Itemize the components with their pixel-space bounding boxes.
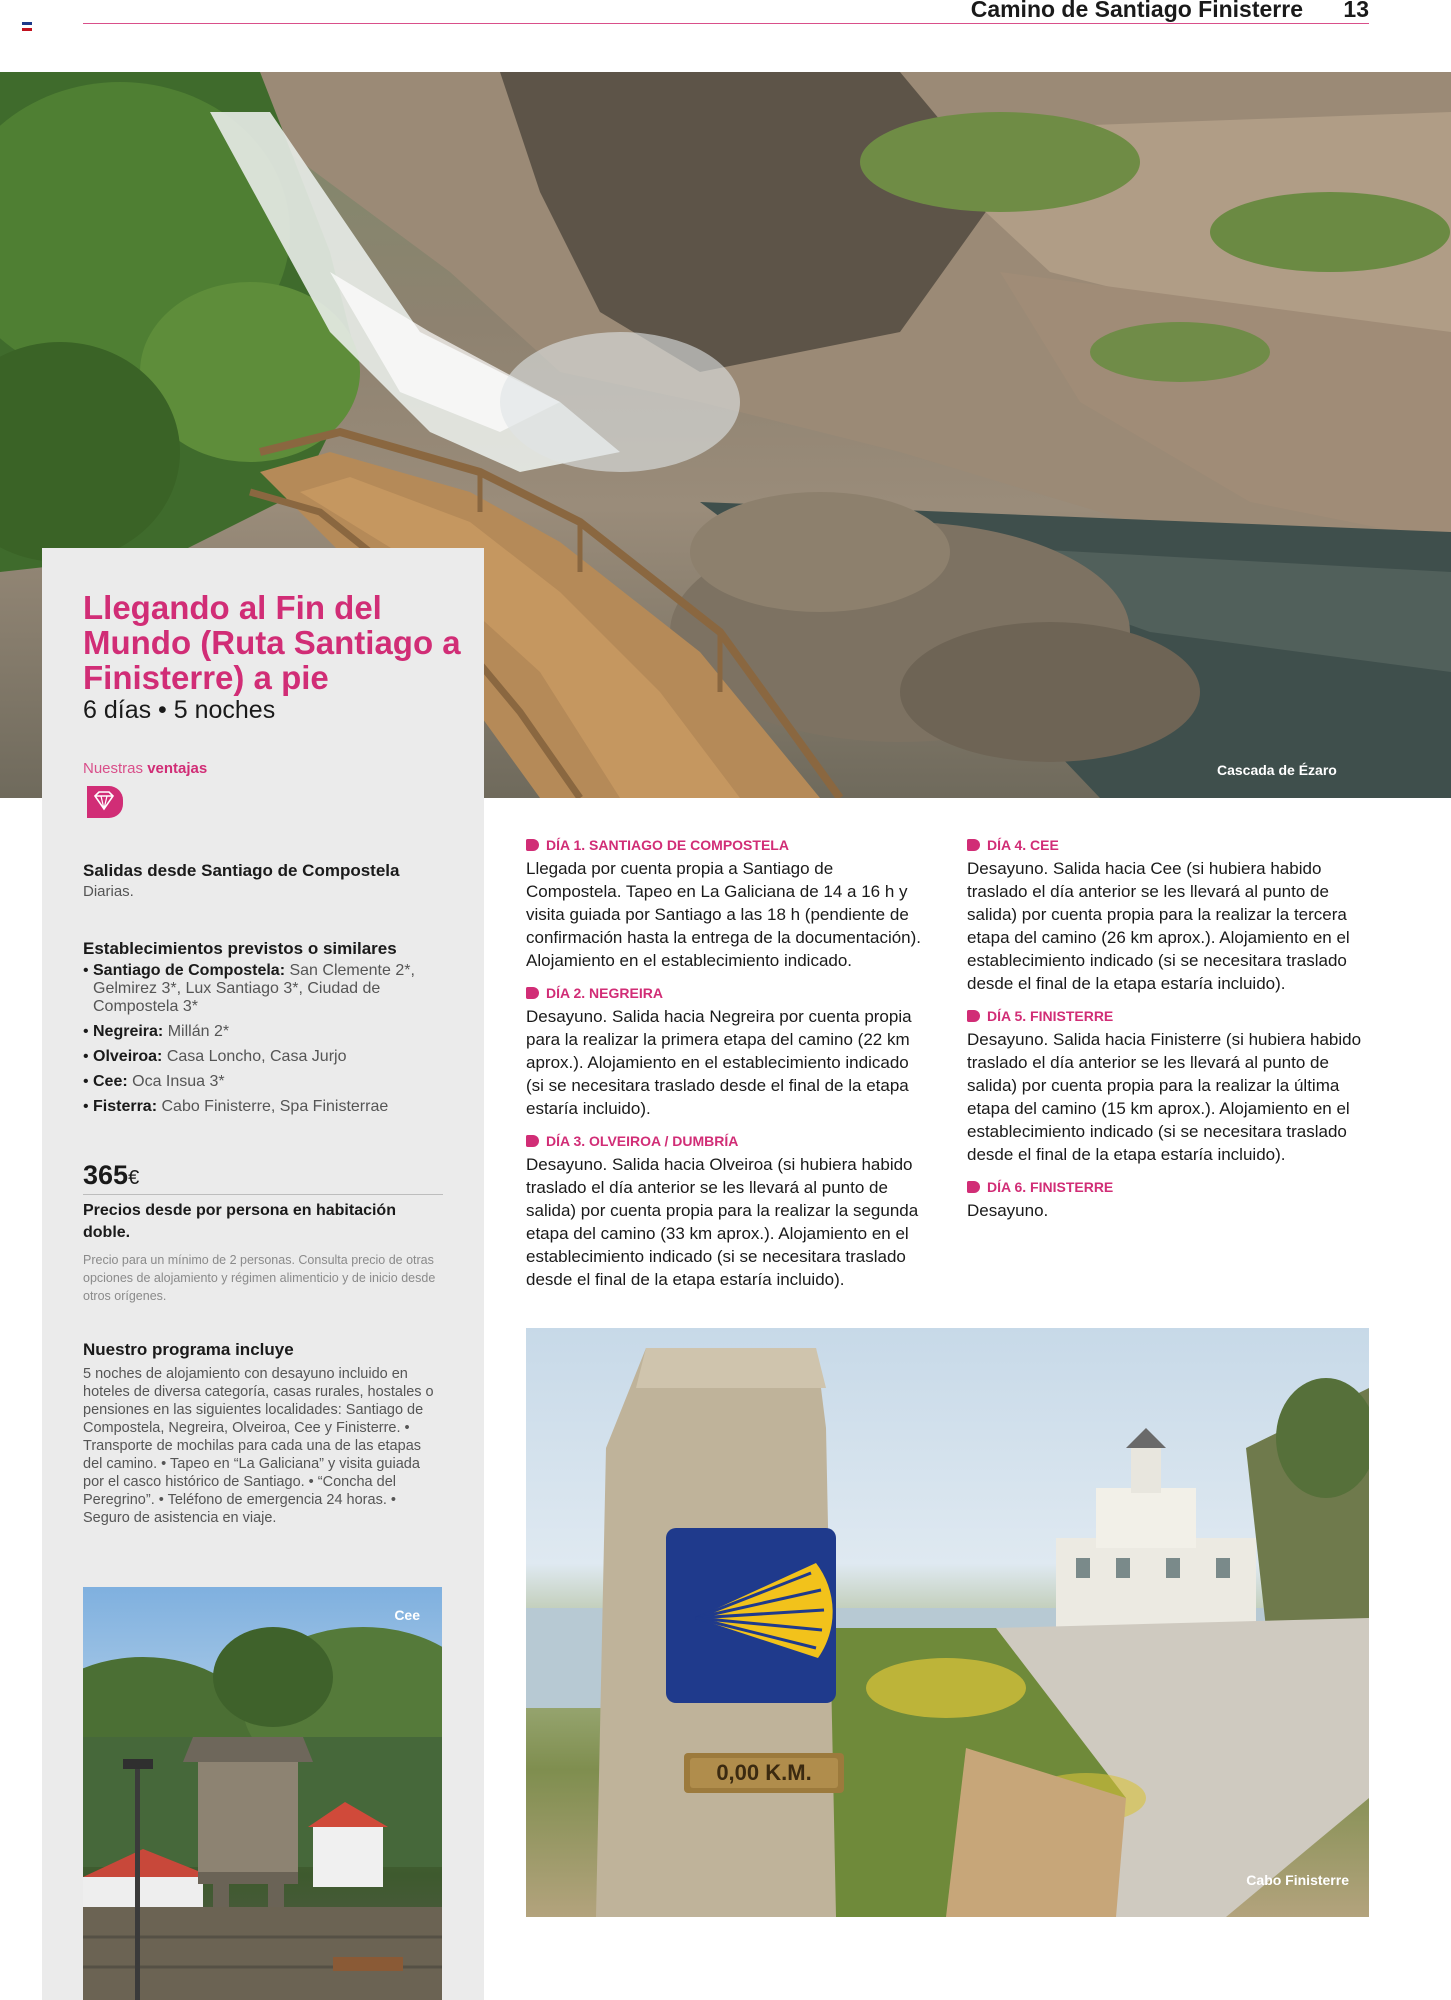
hotel-names: Millán 2* (167, 1023, 230, 1040)
diamond-icon (83, 782, 125, 822)
hotel-place: Negreira: (93, 1023, 164, 1040)
advantages-label (83, 760, 207, 777)
trip-duration: 6 días • 5 noches (83, 696, 276, 724)
hotel-names: Casa Loncho, Casa Jurjo (166, 1048, 347, 1065)
price-value: 365 (83, 1160, 129, 1190)
day-heading: DÍA 4. CEE (967, 836, 1367, 854)
day-2 (526, 984, 926, 1120)
price-description: Precios desde por persona en habitación doble. (83, 1202, 396, 1241)
day-heading: DÍA 2. NEGREIRA (526, 984, 926, 1002)
day-6 (967, 1178, 1367, 1222)
includes-text: 5 noches de alojamiento con desayuno incluido en hoteles de diversa categoría, casas rurales, hostales o pensiones en las siguientes localidades: Santiago de Compostela, Negreira, Olveiroa, Cee y Finisterre. • Transporte de mochilas para cada una de las etapas del camino. • Tapeo en “La Galiciana” y visita guiada por el casco histórico de Santiago. • “Concha del Peregrino”. • Teléfono de emergencia 24 horas. • Seguro de asistencia en viaje. (83, 1366, 434, 1526)
advantages-label-word: ventajas (147, 760, 208, 777)
list-item (83, 1048, 443, 1066)
cabo-finisterre-photo (526, 1328, 1369, 1917)
day-heading: DÍA 1. SANTIAGO DE COMPOSTELA (526, 836, 926, 854)
price-currency: € (128, 1167, 140, 1189)
day-1 (526, 836, 926, 972)
cee-photo-caption: Cee (394, 1607, 420, 1623)
includes-heading: Nuestro programa incluye (83, 1340, 294, 1359)
milestone-text: 0,00 K.M. (716, 1760, 812, 1785)
trip-title: Llegando al Fin del Mundo (Ruta Santiago a Finisterre) a pie (83, 589, 461, 696)
cabo-photo-caption: Cabo Finisterre (1246, 1872, 1349, 1888)
cee-photo (83, 1587, 442, 2000)
list-item (83, 1098, 443, 1116)
day-heading: DÍA 3. OLVEIROA / DUMBRÍA (526, 1132, 926, 1150)
hotels-list (83, 962, 443, 1116)
hotel-names: Cabo Finisterre, Spa Finisterrae (161, 1098, 389, 1115)
day-5 (967, 1007, 1367, 1166)
day-heading: DÍA 5. FINISTERRE (967, 1007, 1367, 1025)
list-item (83, 962, 443, 1016)
list-item (83, 1023, 443, 1041)
hotel-place: Olveiroa: (93, 1048, 163, 1065)
hotel-names: Oca Insua 3* (132, 1073, 225, 1090)
hero-photo-caption: Cascada de Ézaro (1217, 762, 1337, 778)
day-text: Llegada por cuenta propia a Santiago de Compostela. Tapeo en La Galiciana de 14 a 16 h y visita guiada por Santiago a las 18 h (pendiente de confirmación hasta la entrega de la documentación). Alojamiento en el establecimiento indicado. (526, 859, 922, 970)
day-text: Desayuno. Salida hacia Negreira por cuenta propia para la realizar la primera etapa del camino (22 km aprox.). Alojamiento en el establecimiento indicado (si se necesitara traslado desde el final de la etapa estaría incluido). (526, 1007, 912, 1118)
header-rule (83, 23, 1369, 24)
hotel-place: Santiago de Compostela: (93, 962, 286, 979)
day-text: Desayuno. (967, 1201, 1049, 1220)
day-text: Desayuno. Salida hacia Cee (si hubiera habido traslado el día anterior se les llevará al punto de salida) por cuenta propia para la realizar la tercera etapa del camino (26 km aprox.). Alojamiento en el establecimiento indicado (si se necesitara traslado desde el final de la etapa estaría incluido). (967, 859, 1350, 993)
page-section-title: Camino de Santiago Finisterre (970, 0, 1303, 22)
hotel-names: San Clemente 2*, Gelmirez 3*, Lux Santiago 3*, Ciudad de Compostela 3* (93, 962, 415, 1015)
day-text: Desayuno. Salida hacia Finisterre (si hubiera habido traslado el día anterior se les llevará al punto de salida) por cuenta propia para la realizar la última etapa del camino (15 km aprox.). Alojamiento en el establecimiento indicado (si se necesitara traslado desde el final de la etapa estaría incluido). (967, 1030, 1362, 1164)
advantages-label-prefix: Nuestras (83, 760, 144, 777)
departures-heading: Salidas desde Santiago de Compostela (83, 861, 400, 880)
hotel-place: Fisterra: (93, 1098, 158, 1115)
departures-text: Diarias. (83, 883, 134, 900)
day-4 (967, 836, 1367, 995)
day-3 (526, 1132, 926, 1291)
hotel-place: Cee: (93, 1073, 128, 1090)
day-text: Desayuno. Salida hacia Olveiroa (si hubiera habido traslado el día anterior se les llevará al punto de salida) por cuenta propia para la realizar la segunda etapa del camino (33 km aprox.). Alojamiento en el establecimiento indicado (si se necesitara traslado desde el final de la etapa estaría incluido). (526, 1155, 919, 1289)
departures-block (83, 860, 443, 902)
day-heading: DÍA 6. FINISTERRE (967, 1178, 1367, 1196)
flag-icon (22, 22, 32, 31)
hotels-block (83, 938, 443, 1123)
price (83, 1160, 443, 1195)
page-number: 13 (1343, 0, 1369, 22)
price-note: Precio para un mínimo de 2 personas. Consulta precio de otras opciones de alojamiento y régimen alimenticio y de inicio desde otros orígenes. (83, 1253, 436, 1303)
cee-illustration (83, 1587, 442, 2000)
cabo-illustration (526, 1328, 1369, 1917)
list-item (83, 1073, 443, 1091)
hotels-heading: Establecimientos previstos o similares (83, 939, 397, 958)
